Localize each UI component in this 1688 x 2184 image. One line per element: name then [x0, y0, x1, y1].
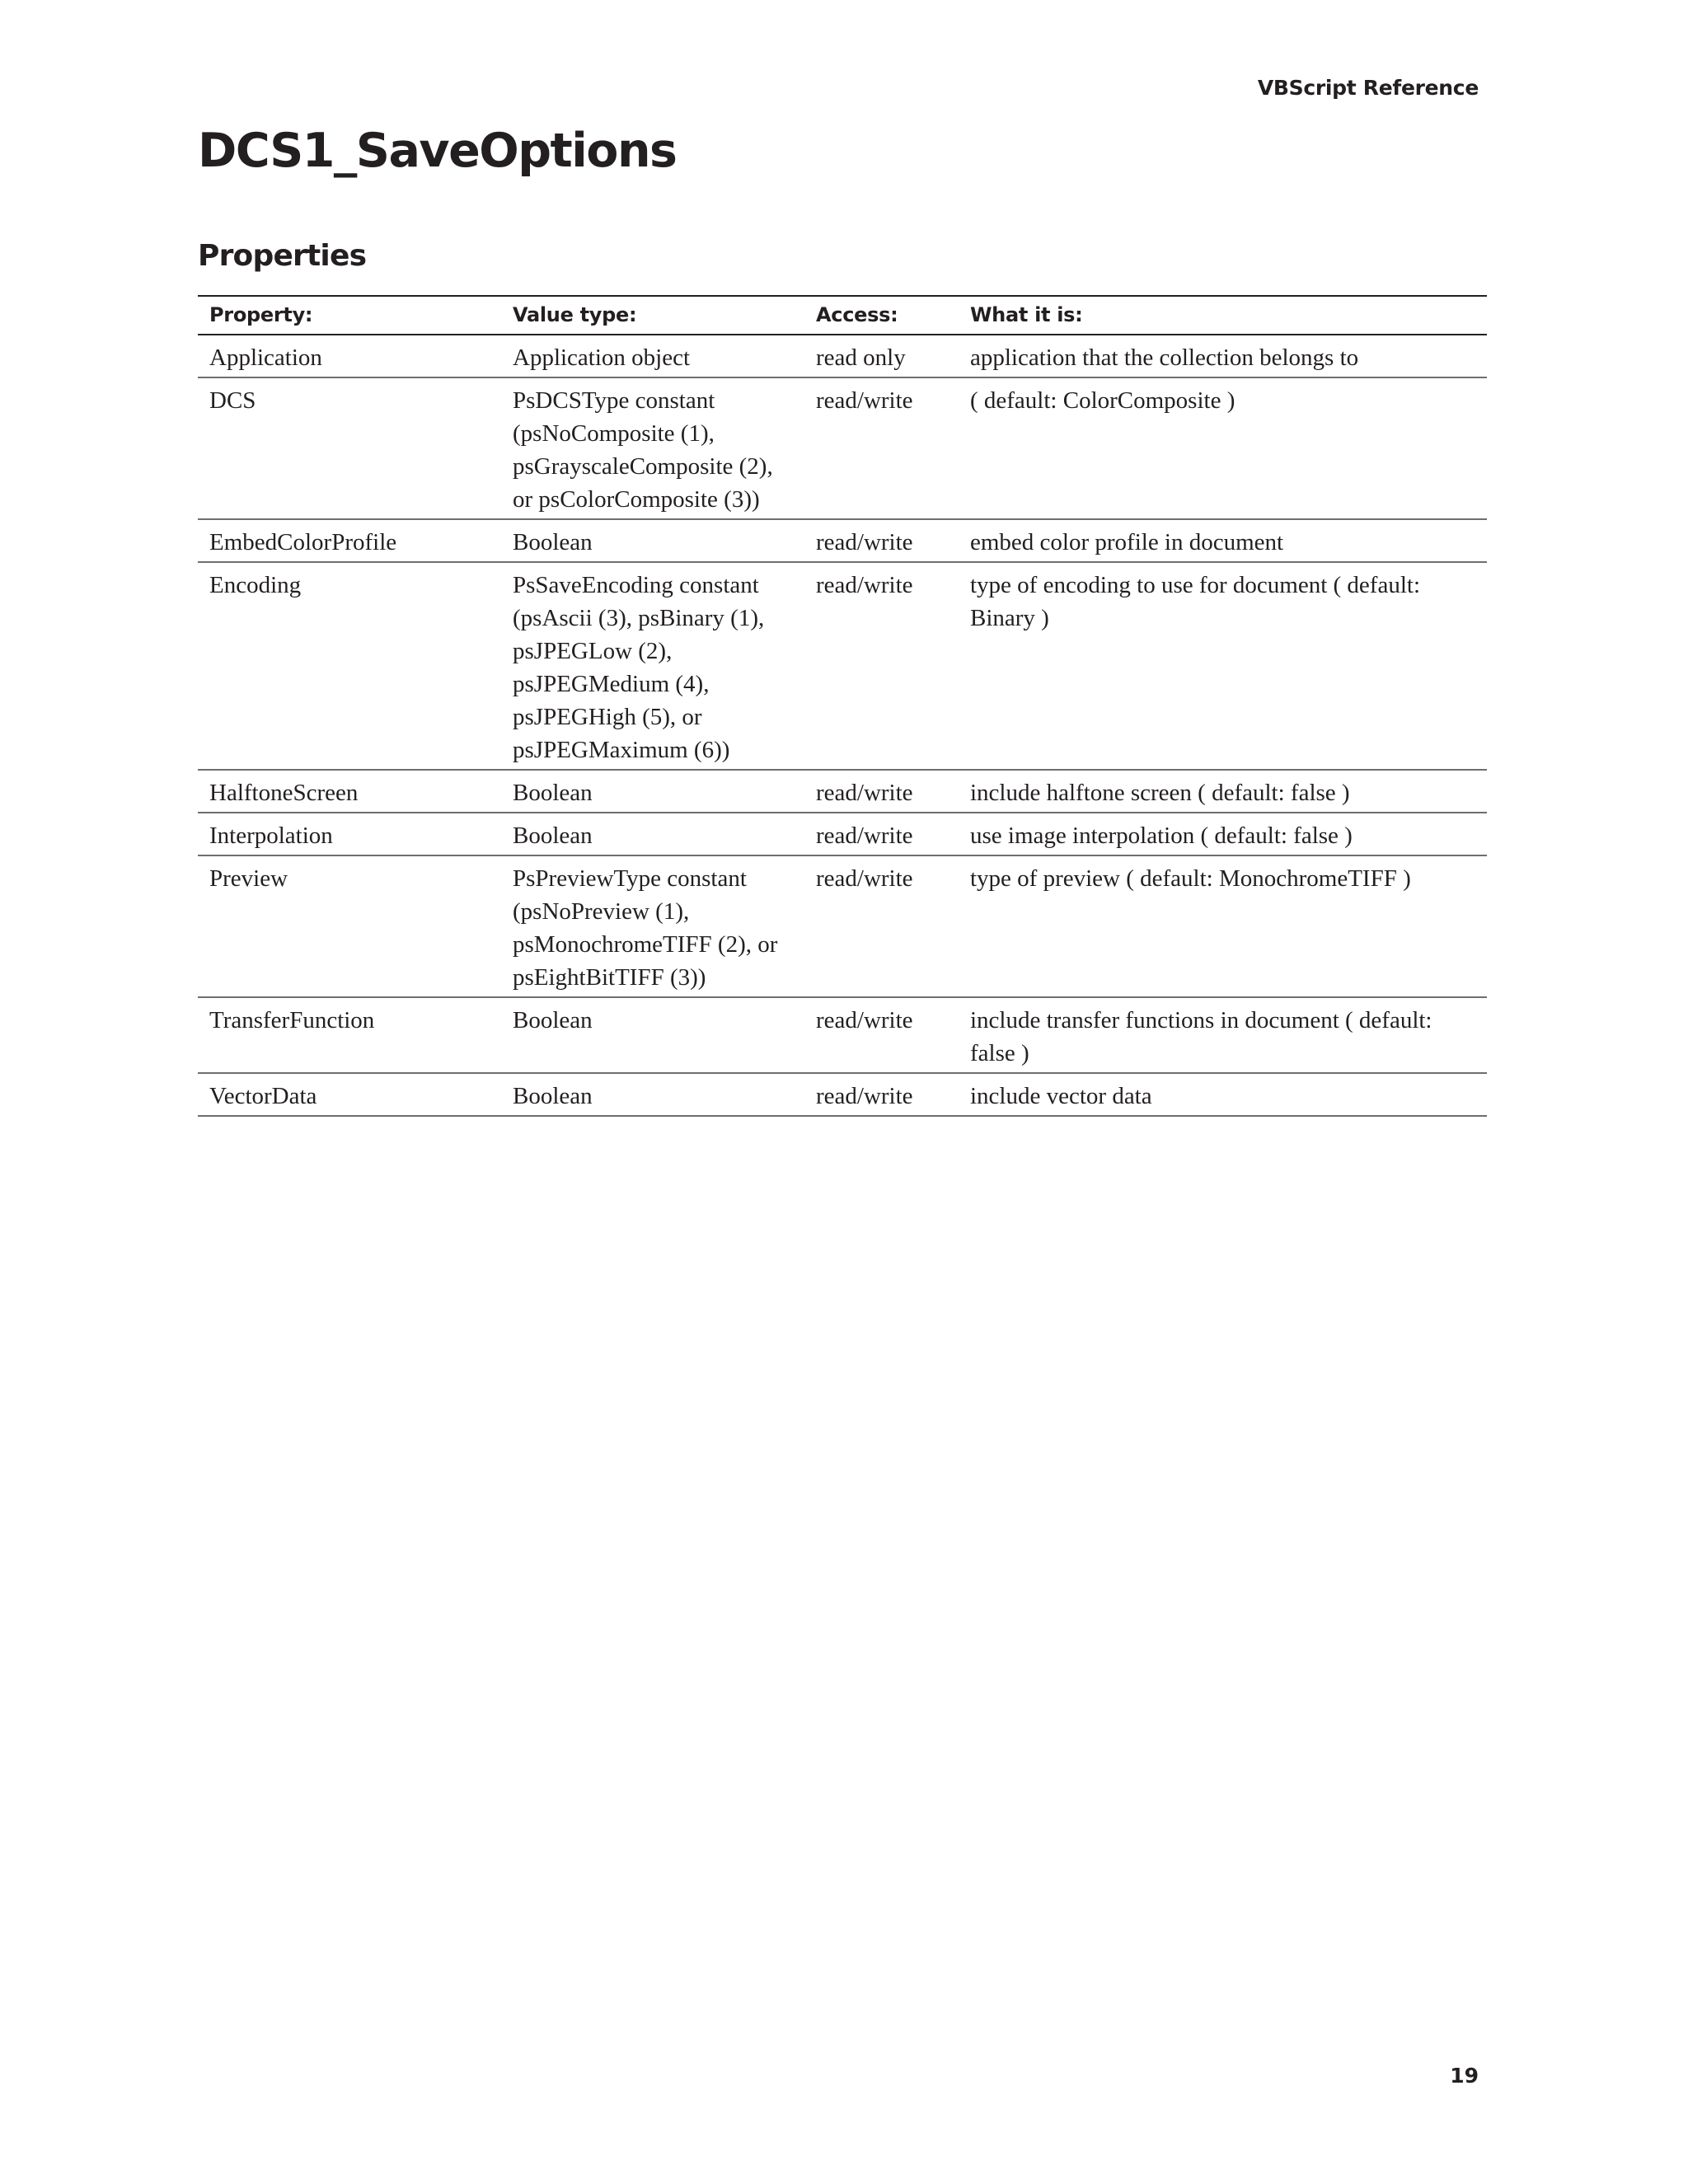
- cell-access: read/write: [816, 387, 913, 414]
- cell-description: ( default: ColorComposite ): [970, 387, 1236, 414]
- cell-access: read/write: [816, 572, 913, 598]
- cell-property: TransferFunction: [209, 1007, 375, 1033]
- table-row: [198, 335, 1487, 377]
- cell-access: read/write: [816, 823, 913, 849]
- table-row: [198, 562, 1487, 770]
- cell-description: include transfer functions in document ( default: false ): [970, 1007, 1432, 1066]
- cell-property: Interpolation: [209, 823, 333, 849]
- cell-property: VectorData: [209, 1083, 317, 1109]
- cell-value-type: Boolean: [513, 1007, 593, 1033]
- cell-value-type: Boolean: [513, 529, 593, 555]
- table-row: [198, 377, 1487, 519]
- cell-description: include halftone screen ( default: false ): [970, 780, 1350, 806]
- cell-value-type: Boolean: [513, 780, 593, 806]
- cell-access: read/write: [816, 1007, 913, 1033]
- cell-value-type: PsSaveEncoding constant (psAscii (3), psBinary (1), psJPEGLow (2), psJPEGMedium (4), psJPEGHigh (5), or psJPEGMaximum (6)): [513, 572, 765, 763]
- table-row: [198, 813, 1487, 855]
- cell-description: type of preview ( default: MonochromeTIFF ): [970, 865, 1411, 892]
- cell-value-type: Application object: [513, 344, 691, 371]
- table-row: [198, 770, 1487, 813]
- page-number: 19: [1450, 2064, 1479, 2088]
- header-access: Access:: [816, 303, 898, 326]
- cell-description: use image interpolation ( default: false ): [970, 823, 1353, 849]
- header-value-type: Value type:: [513, 303, 637, 326]
- cell-property: Application: [209, 344, 322, 371]
- cell-property: DCS: [209, 387, 256, 414]
- cell-value-type: Boolean: [513, 1083, 593, 1109]
- header-description: What it is:: [970, 303, 1083, 326]
- cell-description: embed color profile in document: [970, 529, 1284, 555]
- table-row: [198, 519, 1487, 562]
- cell-value-type: PsDCSType constant (psNoComposite (1), psGrayscaleComposite (2), or psColorComposite (3)): [513, 387, 773, 513]
- header-property: Property:: [209, 303, 313, 326]
- cell-property: Preview: [209, 865, 288, 892]
- table-row: [198, 1073, 1487, 1116]
- cell-description: include vector data: [970, 1083, 1152, 1109]
- cell-description: type of encoding to use for document ( default: Binary ): [970, 572, 1421, 631]
- table-row: [198, 997, 1487, 1073]
- cell-access: read/write: [816, 529, 913, 555]
- cell-access: read/write: [816, 865, 913, 892]
- table-row: [198, 855, 1487, 997]
- cell-value-type: PsPreviewType constant (psNoPreview (1), psMonochromeTIFF (2), or psEightBitTIFF (3)): [513, 865, 778, 991]
- cell-access: read/write: [816, 780, 913, 806]
- cell-access: read only: [816, 344, 906, 371]
- cell-property: EmbedColorProfile: [209, 529, 397, 555]
- cell-property: Encoding: [209, 572, 302, 598]
- cell-value-type: Boolean: [513, 823, 593, 849]
- cell-description: application that the collection belongs to: [970, 344, 1359, 371]
- table-header-row: [198, 296, 1487, 335]
- page-title: DCS1_SaveOptions: [198, 124, 677, 178]
- cell-access: read/write: [816, 1083, 913, 1109]
- running-head: VBScript Reference: [1257, 76, 1479, 100]
- cell-property: HalftoneScreen: [209, 780, 359, 806]
- section-title: Properties: [198, 239, 367, 273]
- properties-table: [198, 295, 1487, 1117]
